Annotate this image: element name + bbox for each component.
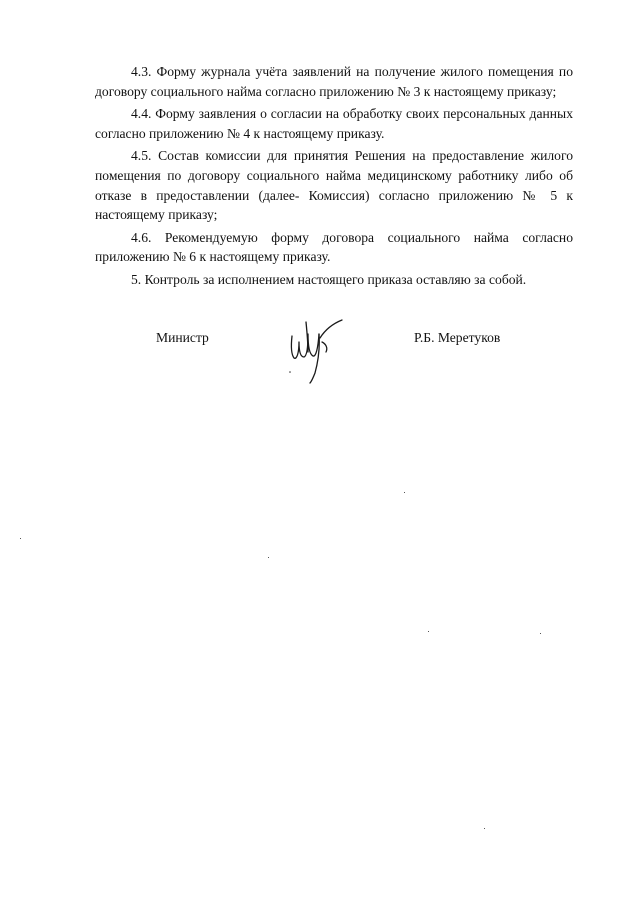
paragraph-5: 5. Контроль за исполнением настоящего приказа оставляю за собой.	[131, 271, 527, 287]
scan-speck	[404, 492, 405, 493]
signatory-name: Р.Б. Меретуков	[414, 330, 501, 345]
scan-speck	[268, 557, 269, 558]
handwritten-signature	[282, 312, 352, 384]
signatory-title: Министр	[156, 330, 209, 345]
paragraph-4-6: 4.6. Рекомендуемую форму договора социального найма согласно приложению № 6 к настоящему приказу.	[95, 229, 573, 265]
paragraph-4-4: 4.4. Форму заявления о согласии на обработку своих персональных данных согласно приложению № 4 к настоящему приказу.	[95, 106, 573, 141]
paragraph-4-5: 4.5. Состав комиссии для принятия Решения на предоставление жилого помещения по договору социального найма медицинскому работнику либо об отказе в предоставлении (далее- Комиссия) согласно приложению № 5 к настоящему приказу;	[95, 148, 573, 223]
scan-speck	[540, 633, 541, 634]
paragraph-4-3: 4.3. Форму журнала учёта заявлений на получение жилого помещения по договору социального найма согласно приложению № 3 к настоящему приказу;	[95, 64, 573, 99]
scan-speck	[20, 538, 21, 539]
scan-speck	[428, 631, 429, 632]
scan-speck	[484, 828, 485, 829]
document-body	[95, 62, 573, 293]
